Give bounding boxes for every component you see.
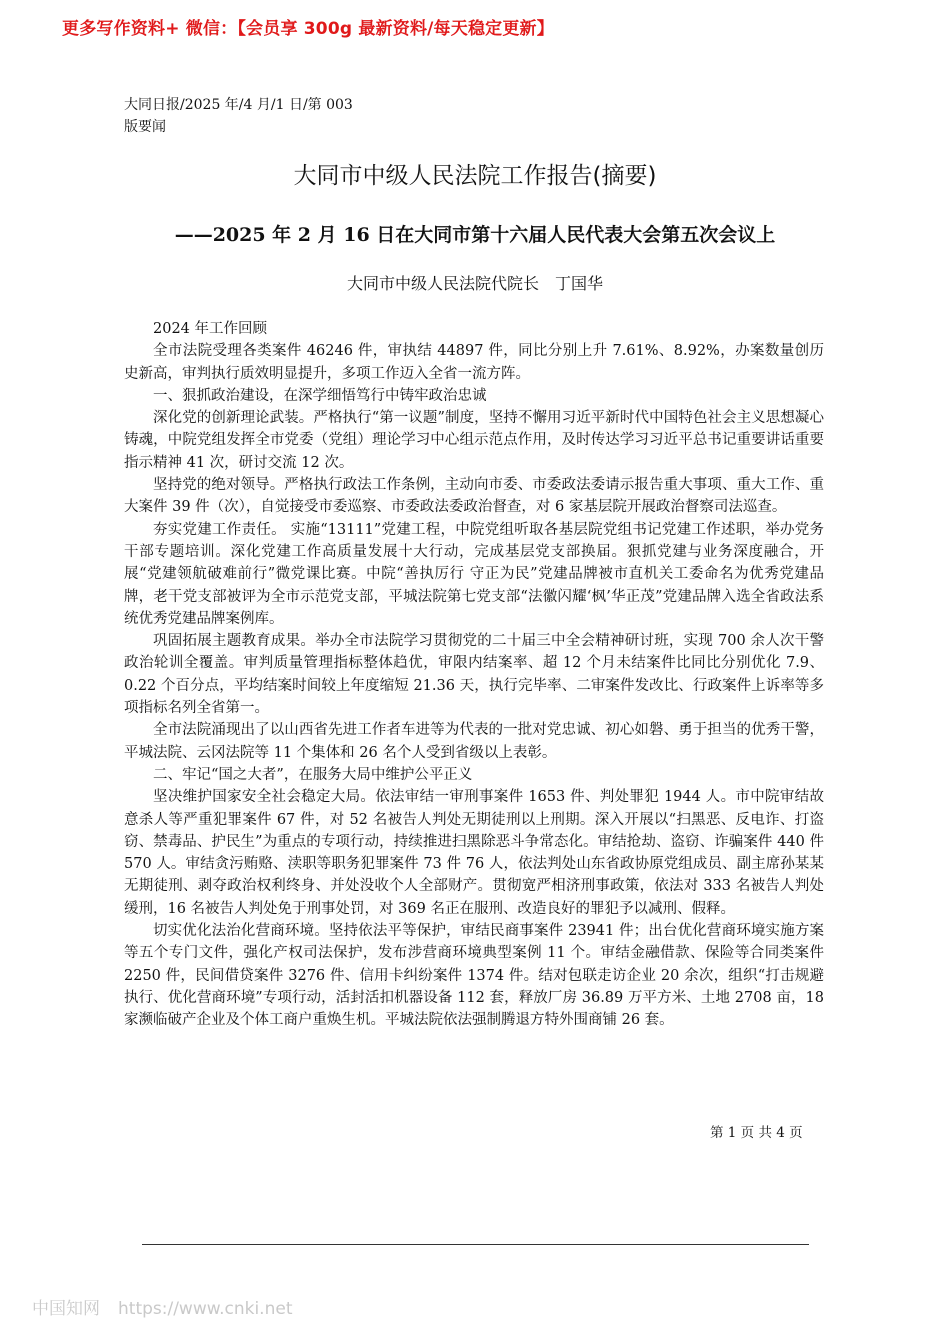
article-source: 大同日报/2025 年/4 月/1 日/第 003 bbox=[124, 97, 353, 113]
watermark-brand: 中国知网 bbox=[32, 1299, 100, 1319]
paragraph: 坚持党的绝对领导。严格执行政法工作条例，主动向市委、市委政法委请示报告重大事项、重大工作、重大案件 39 件（次），自觉接受市委巡察、市委政法委政治督查，对 6 家基层院开展政治督察司法巡查。 bbox=[124, 477, 824, 516]
document-subtitle: ——2025 年 2 月 16 日在大同市第十六届人民代表大会第五次会议上 bbox=[174, 224, 776, 246]
paragraph: 夯实党建工作责任。 实施“13111”党建工程，中院党组听取各基层院党组书记党建工作述职，举办党务干部专题培训。深化党建工作高质量发展十大行动，完成基层党支部换届。狠抓党建与业务深度融合，开展“党建领航破难前行”微党课比赛。中院“善执厉行 守正为民”党建品牌被市直机关工委命名为优秀党建品牌，老干党支部被评为全市示范党支部，平城法院第七党支部“法徽闪耀‘枫’华正茂”党建品牌入选全省政法系统优秀党建品牌案例库。 bbox=[124, 521, 824, 627]
paragraph: 坚决维护国家安全社会稳定大局。依法审结一审刑事案件 1653 件、判处罪犯 1944 人。市中院审结故意杀人等严重犯罪案件 67 件，对 52 名被告人判处无期徒刑以上刑期。深入开展以“扫黑恶、反电诈、打盗窃、禁毒品、护民生”为重点的专项行动，持续推进扫黑除恶斗争常态化。审结抢劫、盗窃、诈骗案件 440 件 570 人。审结贪污贿赂、渎职等职务犯罪案件 73 件 76 人，依法判处山东省政协原党组成员、副主席孙某某无期徒刑、剥夺政治权利终身、并处没收个人全部财产。贯彻宽严相济刑事政策，依法对 333 名被告人判处缓刑，16 名被告人判处免于刑事处罚，对 369 名正在服刑、改造良好的罪犯予以减刑、假释。 bbox=[124, 789, 824, 917]
document-author: 大同市中级人民法院代院长 丁国华 bbox=[346, 274, 603, 293]
paragraph-heading-review: 2024 年工作回顾 bbox=[153, 321, 268, 337]
article-section: 版要闻 bbox=[124, 119, 166, 135]
watermark bbox=[32, 1294, 310, 1319]
report-body bbox=[124, 318, 824, 1032]
paragraph: 全市法院受理各类案件 46246 件，审执结 44897 件，同比分别上升 7.61%、8.92%，办案数量创历史新高，审判执行质效明显提升，多项工作迈入全省一流方阵。 bbox=[124, 343, 824, 382]
paragraph: 深化党的创新理论武装。严格执行“第一议题”制度，坚持不懈用习近平新时代中国特色社会主义思想凝心铸魂，中院党组发挥全市党委（党组）理论学习中心组示范点作用，及时传达学习习近平总书记重要讲话重要指示精神 41 次，研讨交流 12 次。 bbox=[124, 410, 824, 471]
page-number: 第 1 页 共 4 页 bbox=[710, 1125, 803, 1141]
section-heading: 二、牢记“国之大者”，在服务大局中维护公平正义 bbox=[153, 766, 473, 783]
watermark-url: https://www.cnki.net bbox=[118, 1299, 293, 1319]
article-meta bbox=[124, 94, 353, 138]
promo-banner: 更多写作资料+ 微信：【会员享 300g 最新资料/每天稳定更新】 bbox=[62, 19, 554, 39]
document-title: 大同市中级人民法院工作报告(摘要) bbox=[293, 163, 657, 189]
paragraph: 切实优化法治化营商环境。坚持依法平等保护，审结民商事案件 23941 件；出台优化营商环境实施方案等五个专门文件，强化产权司法保护，发布涉营商环境典型案例 11 个。审结金融借款、保险等合同类案件 2250 件，民间借贷案件 3276 件、信用卡纠纷案件 1374 件。结对包联走访企业 20 余次，组织“打击规避执行、优化营商环境”专项行动，活封活扣机器设备 112 套，释放厂房 36.89 万平方米、土地 2708 亩，18 家濒临破产企业及个体工商户重焕生机。平城法院依法强制腾退方特外围商铺 26 套。 bbox=[124, 923, 824, 1029]
footer-divider bbox=[142, 1244, 809, 1245]
paragraph: 巩固拓展主题教育成果。举办全市法院学习贯彻党的二十届三中全会精神研讨班，实现 700 余人次干警政治轮训全覆盖。审判质量管理指标整体趋优，审限内结案率、超 12 个月未结案件比同比分别优化 7.9、0.22 个百分点，平均结案时间较上年度缩短 21.36 天，执行完毕率、二审案件发改比、行政案件上诉率等多项指标名列全省第一。 bbox=[124, 633, 824, 717]
section-heading: 一、狠抓政治建设，在深学细悟笃行中铸牢政治忠诚 bbox=[153, 387, 487, 404]
paragraph: 全市法院涌现出了以山西省先进工作者车进等为代表的一批对党忠诚、初心如磐、勇于担当的优秀干警，平城法院、云冈法院等 11 个集体和 26 名个人受到省级以上表彰。 bbox=[124, 722, 824, 761]
